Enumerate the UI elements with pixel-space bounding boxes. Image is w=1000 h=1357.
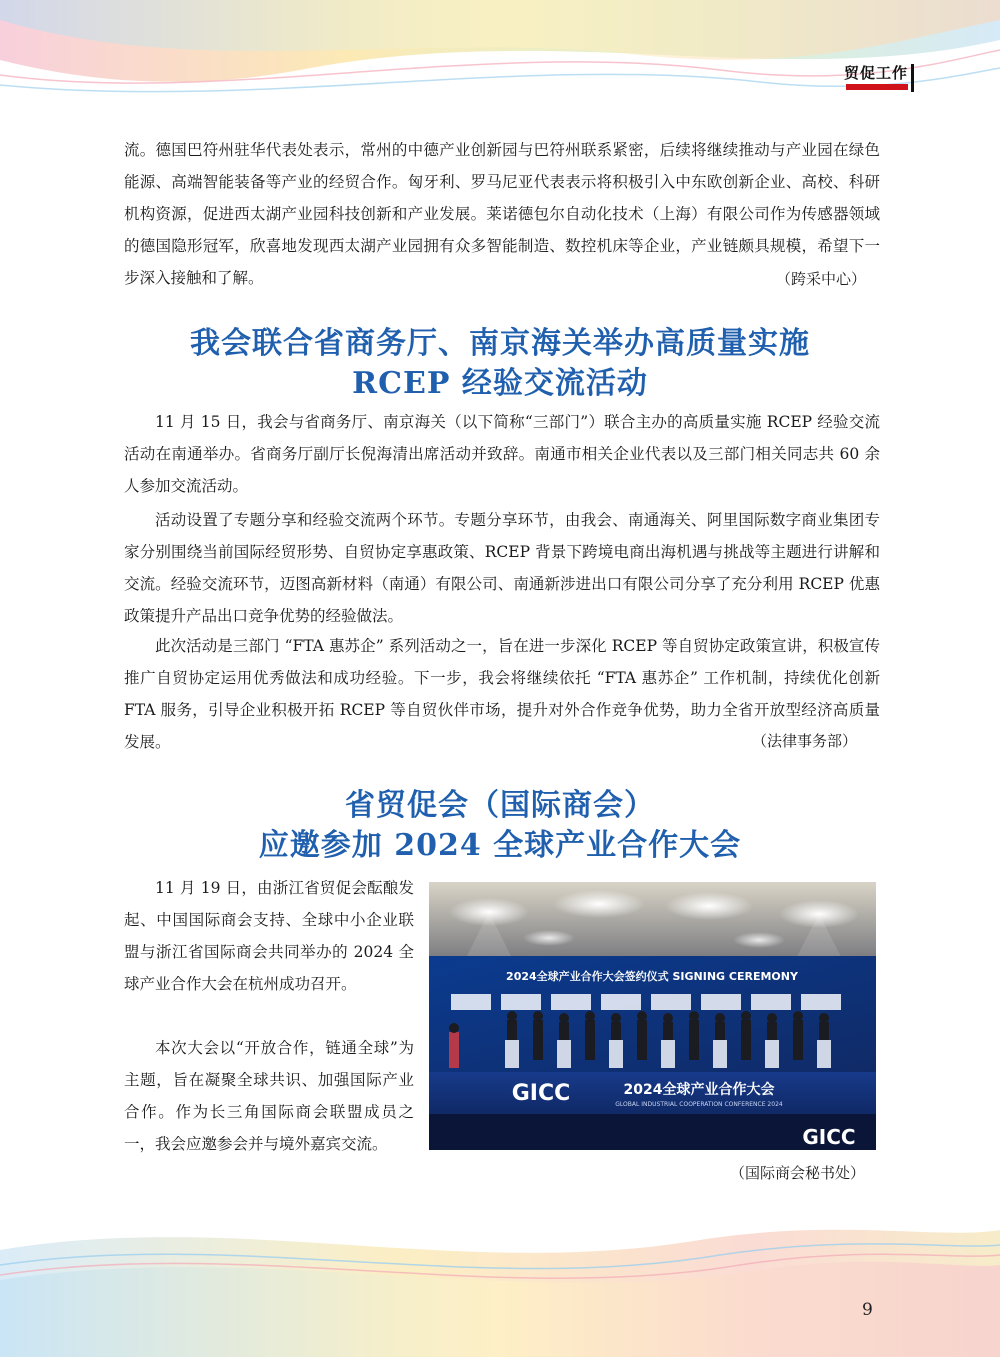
section-label-wrap bbox=[844, 62, 908, 83]
article1-source: （跨采中心） bbox=[776, 270, 867, 288]
page-number: 9 bbox=[862, 1300, 873, 1320]
article3-paragraph-1: 11 月 19 日，由浙江省贸促会酝酿发起、中国国际商会支持、全球中小企业联盟与浙江省国际商会共同举办的 2024 全球产业合作大会在杭州成功召开。 bbox=[124, 879, 414, 993]
section-label-red-bar bbox=[846, 84, 908, 90]
top-decorative-wave bbox=[0, 0, 1000, 120]
photo-screen-title: 2024全球产业合作大会签约仪式 SIGNING CEREMONY bbox=[506, 970, 798, 983]
photo-banner-subtitle: GLOBAL INDUSTRIAL COOPERATION CONFERENCE 2024 bbox=[615, 1101, 783, 1108]
article2-paragraph-3: 此次活动是三部门 “FTA 惠苏企” 系列活动之一，旨在进一步深化 RCEP 等自贸协定政策宣讲，积极宣传推广自贸协定运用优秀做法和成功经验。下一步，我会将继续依托 “FTA 惠苏企” 工作机制，持续优化创新 FTA 服务，引导企业积极开拓 RCEP 等自贸伙伴市场，提升对外合作竞争优势，助力全省开放型经济高质量发展。 bbox=[124, 637, 880, 751]
section-label-divider bbox=[911, 64, 914, 92]
section-label: 贸促工作 bbox=[843, 64, 908, 82]
article3-title-line2: 应邀参加 2024 全球产业合作大会 bbox=[258, 828, 742, 863]
article2-title-line2: RCEP 经验交流活动 bbox=[352, 366, 648, 401]
article2-paragraph-2: 活动设置了专题分享和经验交流两个环节。专题分享环节，由我会、南通海关、阿里国际数字商业集团专家分别围绕当前国际经贸形势、自贸协定享惠政策、RCEP 背景下跨境电商出海机遇与挑战等主题进行讲解和交流。经验交流环节，迈图高新材料（南通）有限公司、南通新涉进出口有限公司分享了充分利用 RCEP 优惠政策提升产品出口竞争优势的经验做法。 bbox=[124, 511, 880, 625]
article2-title-line1: 我会联合省商务厅、南京海关举办高质量实施 bbox=[190, 326, 810, 361]
bottom-decorative-wave bbox=[0, 1210, 1000, 1357]
article3-source: （国际商会秘书处） bbox=[730, 1164, 866, 1182]
article3-title-line1: 省贸促会（国际商会） bbox=[345, 788, 655, 823]
photo-corner-logo: GICC bbox=[802, 1125, 856, 1149]
article3-paragraph-2: 本次大会以“开放合作，链通全球”为主题，旨在凝聚全球共识、加强国际产业合作。作为长三角国际商会联盟成员之一，我会应邀参会并与境外嘉宾交流。 bbox=[124, 1039, 414, 1153]
article2-source: （法律事务部） bbox=[752, 732, 858, 750]
article2-paragraph-1: 11 月 15 日，我会与省商务厅、南京海关（以下简称“三部门”）联合主办的高质量实施 RCEP 经验交流活动在南通举办。省商务厅副厅长倪海清出席活动并致辞。南通市相关企业代表以及三部门相关同志共 60 余人参加交流活动。 bbox=[124, 413, 880, 495]
photo-banner-logo: GICC bbox=[511, 1081, 571, 1106]
photo-banner-title: 2024全球产业合作大会 bbox=[623, 1082, 775, 1098]
article1-continuation-paragraph: 流。德国巴符州驻华代表处表示，常州的中德产业创新园与巴符州联系紧密，后续将继续推动与产业园在绿色能源、高端智能装备等产业的经贸合作。匈牙利、罗马尼亚代表表示将积极引入中东欧创新企业、高校、科研机构资源，促进西太湖产业园科技创新和产业发展。莱诺德包尔自动化技术（上海）有限公司作为传感器领域的德国隐形冠军，欣喜地发现西太湖产业园拥有众多智能制造、数控机床等企业，产业链颇具规模，希望下一步深入接触和了解。 bbox=[124, 141, 880, 287]
signing-ceremony-photo bbox=[429, 882, 876, 1150]
photo-illustration bbox=[429, 882, 876, 1150]
